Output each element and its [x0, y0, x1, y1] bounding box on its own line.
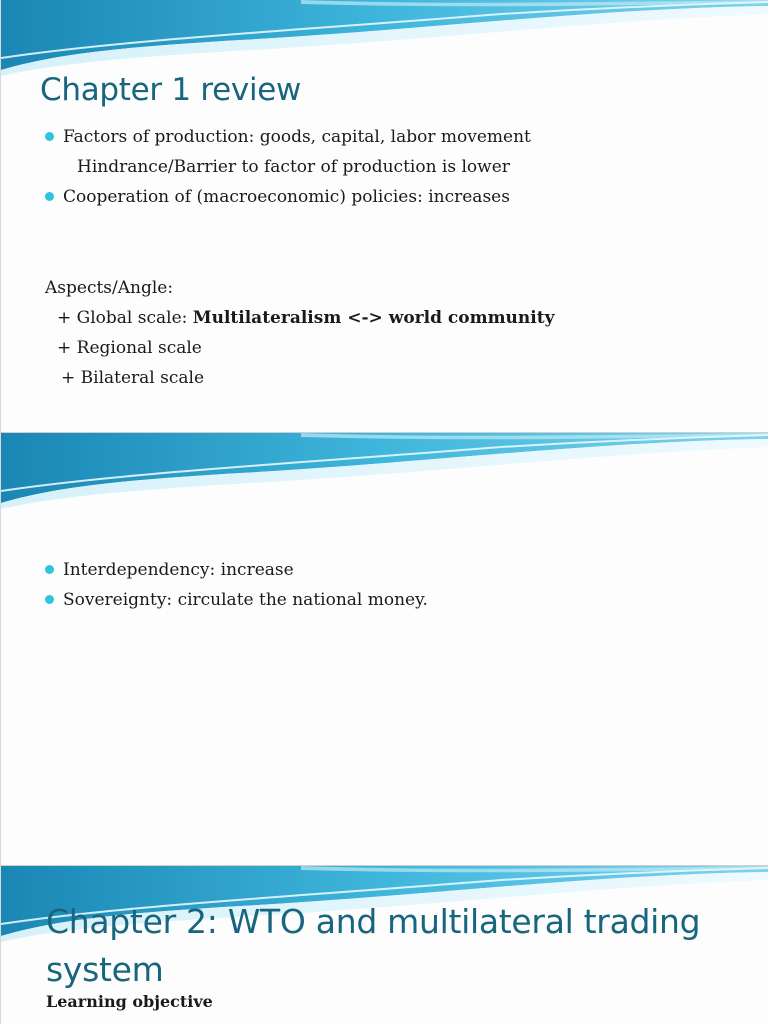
slide-title: Chapter 1 review: [40, 72, 302, 108]
learning-objective-heading: Learning objective: [46, 992, 213, 1011]
bullet-icon: [45, 595, 54, 604]
slide-1: [0, 0, 768, 432]
global-scale-bold: Multilateralism <-> world community: [192, 308, 555, 328]
bullet-text: Cooperation of (macroeconomic) policies: increases: [63, 187, 510, 207]
regional-scale-line: + Regional scale: [57, 338, 202, 358]
slide-title: Chapter 2: WTO and multilateral trading system: [46, 902, 701, 989]
global-scale-label: + Global scale:: [57, 308, 193, 328]
bullet-icon: [45, 192, 54, 201]
slide-2: [0, 433, 768, 865]
wave-header-decoration: [1, 433, 768, 513]
bullet-text: Interdependency: increase: [63, 560, 294, 580]
indented-line: Hindrance/Barrier to factor of production is lower: [77, 157, 510, 177]
wave-header-decoration: [1, 0, 768, 80]
bullet-icon: [45, 132, 54, 141]
bullet-text: Sovereignty: circulate the national money.: [63, 590, 428, 610]
bullet-icon: [45, 565, 54, 574]
aspects-heading: Aspects/Angle:: [45, 278, 174, 298]
slide-3: [0, 866, 768, 1024]
bilateral-scale-line: + Bilateral scale: [61, 368, 205, 388]
global-scale-line: [45, 303, 554, 333]
bullet-text: Factors of production: goods, capital, labor movement: [63, 127, 531, 147]
aspects-block: [45, 273, 554, 393]
